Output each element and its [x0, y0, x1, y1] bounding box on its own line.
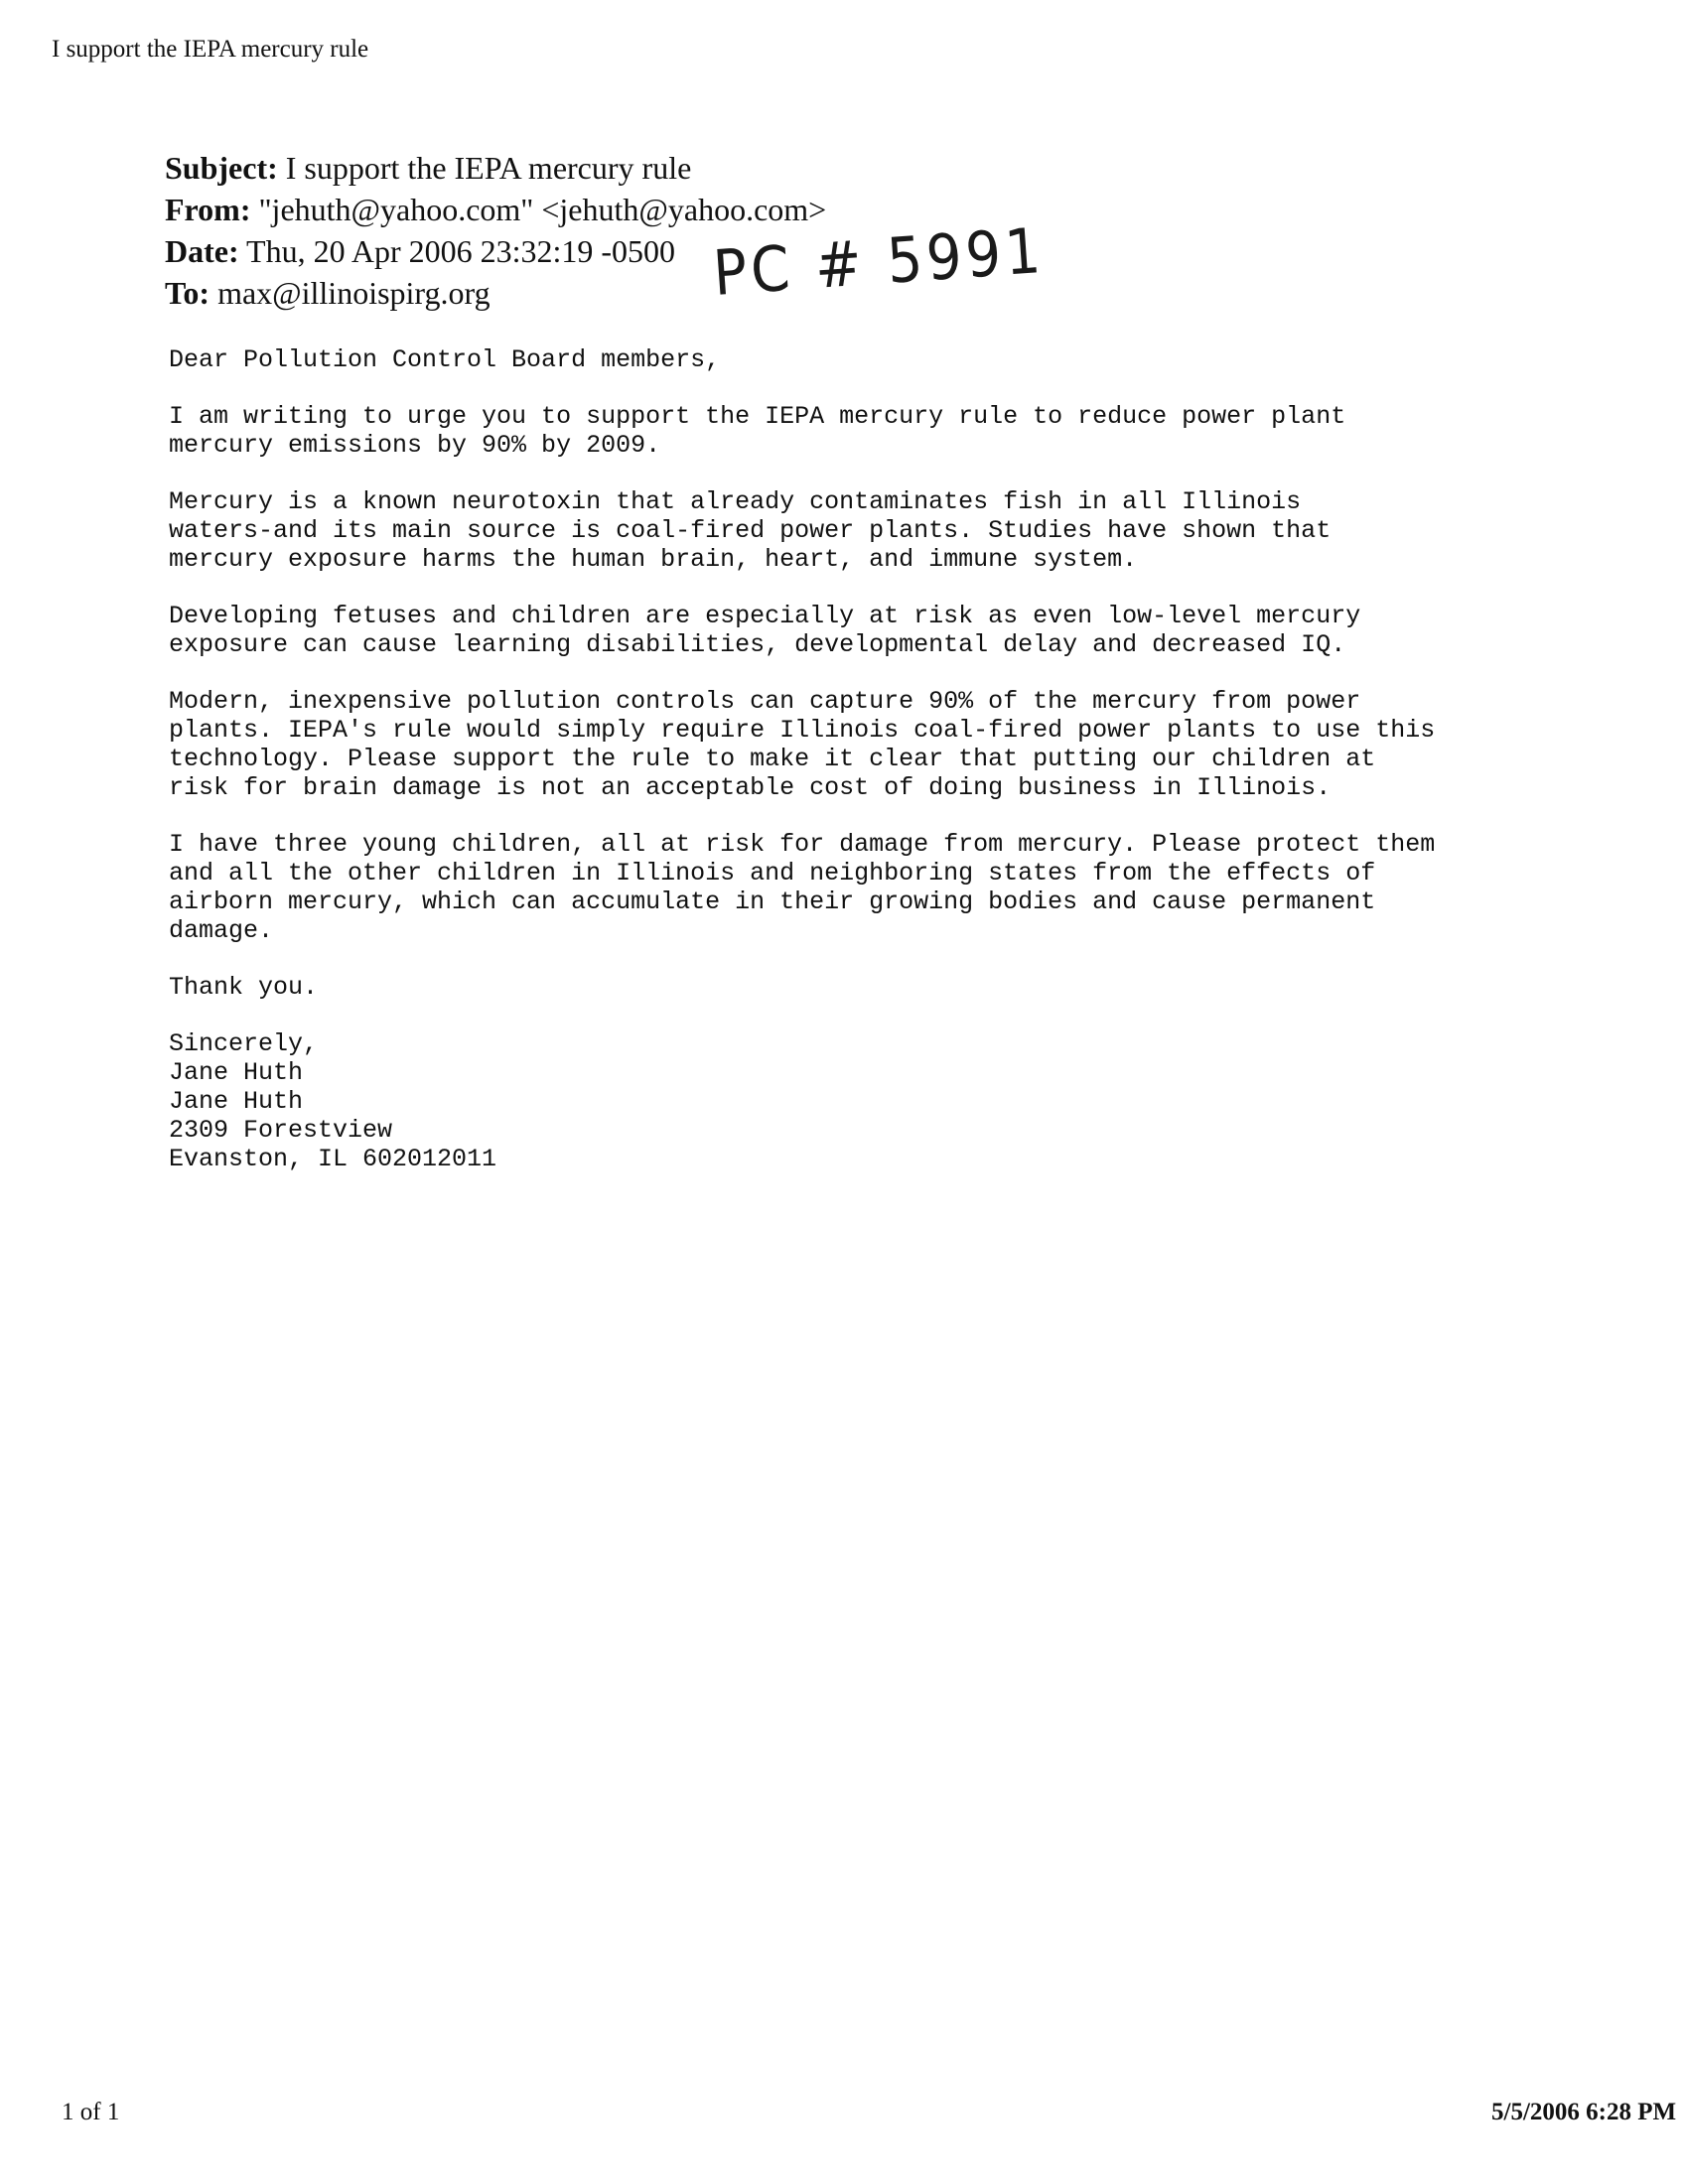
address-line-2: Evanston, IL 602012011 — [169, 1145, 497, 1173]
to-value: max@illinoispirg.org — [217, 275, 491, 311]
from-value: "jehuth@yahoo.com" <jehuth@yahoo.com> — [258, 192, 827, 227]
signature-block — [169, 1029, 1559, 1173]
body-paragraph-2: Mercury is a known neurotoxin that already contaminates fish in all Illinois waters-and its main source is coal-fired power plants. Studies have shown that mercury exposure harms the human brain, heart, and immune system. — [169, 487, 1332, 574]
subject-label: Subject: — [165, 150, 278, 186]
signature-name-2: Jane Huth — [169, 1087, 304, 1116]
address-line-1: 2309 Forestview — [169, 1116, 393, 1145]
body-paragraph-3: Developing fetuses and children are especially at risk as even low-level mercury exposure can cause learning disabilities, developmental delay and decreased IQ. — [169, 602, 1361, 659]
to-label: To: — [165, 275, 210, 311]
from-label: From: — [165, 192, 251, 227]
page-count: 1 of 1 — [62, 2099, 120, 2125]
page-header-title: I support the IEPA mercury rule — [52, 36, 369, 63]
from-line — [165, 189, 826, 230]
handwritten-pc-number: PC # 5991 — [711, 214, 1048, 311]
date-label: Date: — [165, 233, 239, 269]
greeting: Dear Pollution Control Board members, — [169, 345, 721, 374]
body-paragraph-4: Modern, inexpensive pollution controls can capture 90% of the mercury from power plants. IEPA's rule would simply require Illinois coal-fired power plants to use this technology. Please support the rule to make it clear that putting our children at risk for brain damage is not an acceptable cost of doing business in Illinois. — [169, 687, 1436, 802]
body-paragraph-1: I am writing to urge you to support the IEPA mercury rule to reduce power plant mercury emissions by 90% by 2009. — [169, 402, 1346, 460]
closing: Sincerely, — [169, 1029, 319, 1058]
subject-line — [165, 147, 826, 189]
date-value: Thu, 20 Apr 2006 23:32:19 -0500 — [246, 233, 676, 269]
printed-timestamp: 5/5/2006 6:28 PM — [1491, 2099, 1677, 2125]
subject-value: I support the IEPA mercury rule — [285, 150, 692, 186]
thanks: Thank you. — [169, 973, 319, 1002]
body-paragraph-5: I have three young children, all at risk for damage from mercury. Please protect them and all the other children in Illinois and neighboring states from the effects of airborn mercury, which can accumulate in their growing bodies and cause permanent damage. — [169, 830, 1436, 945]
email-body — [169, 345, 1559, 1173]
signature-name-1: Jane Huth — [169, 1058, 304, 1087]
